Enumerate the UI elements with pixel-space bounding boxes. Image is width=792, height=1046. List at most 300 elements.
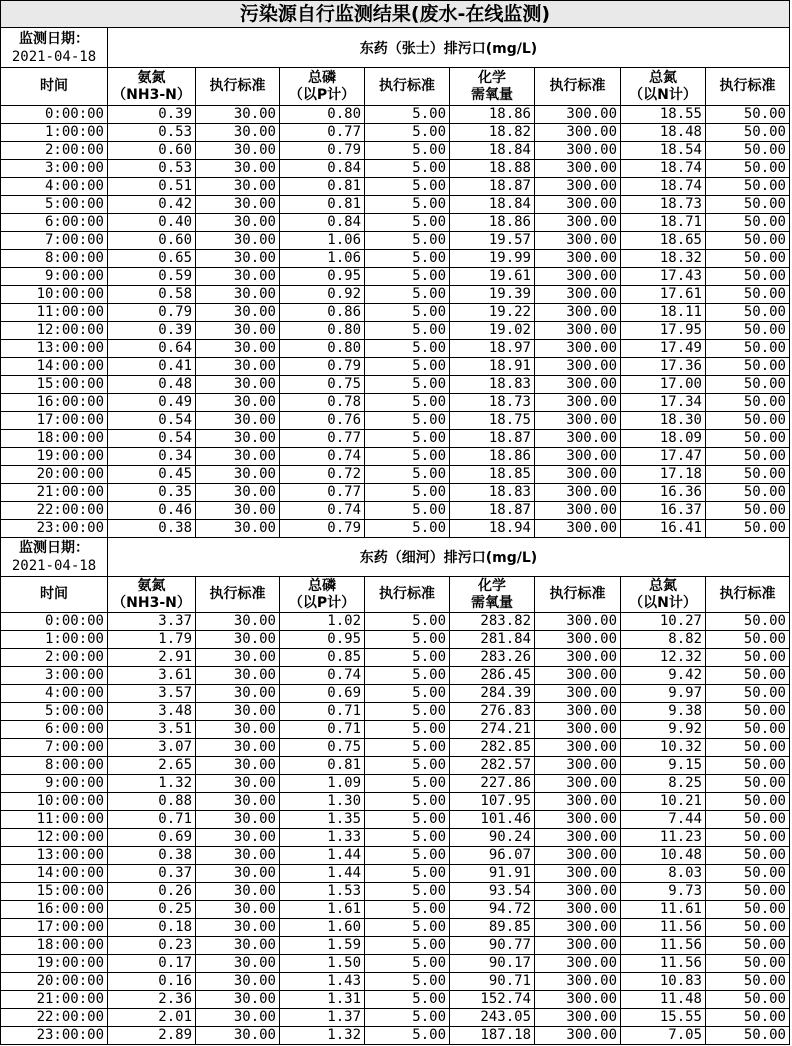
phosphorus-standard-cell: 5.00 [365,991,450,1009]
cod-cell: 19.57 [450,232,535,250]
total-phosphorus-cell: 1.30 [280,793,365,811]
cod-standard-cell: 300.00 [535,721,621,739]
table-row [1,466,790,484]
table-row [1,793,790,811]
time-cell: 17:00:00 [1,412,108,430]
phosphorus-standard-cell: 5.00 [365,322,450,340]
cod-cell: 90.24 [450,829,535,847]
phosphorus-standard-cell: 5.00 [365,466,450,484]
ammonia-nitrogen-cell: 0.39 [108,106,196,124]
table-row [1,484,790,502]
cod-cell: 18.83 [450,376,535,394]
total-nitrogen-cell: 11.61 [621,901,706,919]
ammonia-standard-cell: 30.00 [196,142,280,160]
time-cell: 3:00:00 [1,160,108,178]
cod-cell: 283.26 [450,649,535,667]
total-phosphorus-cell: 0.92 [280,286,365,304]
header-label: 时间 [40,586,68,602]
total-phosphorus-cell: 0.69 [280,685,365,703]
total-nitrogen-cell: 18.71 [621,214,706,232]
table-row [1,376,790,394]
total-nitrogen-cell: 17.49 [621,340,706,358]
ammonia-nitrogen-cell: 0.38 [108,520,196,538]
time-cell: 7:00:00 [1,232,108,250]
total-phosphorus-cell: 1.06 [280,232,365,250]
ammonia-nitrogen-cell: 3.37 [108,613,196,631]
ammonia-nitrogen-cell: 0.42 [108,196,196,214]
nitrogen-standard-cell: 50.00 [706,448,790,466]
cod-standard-cell: 300.00 [535,304,621,322]
header-label: 化学 [478,69,506,86]
ammonia-standard-cell: 30.00 [196,883,280,901]
total-nitrogen-cell: 18.54 [621,142,706,160]
cod-cell: 18.91 [450,358,535,376]
table-row [1,919,790,937]
phosphorus-standard-cell: 5.00 [365,1009,450,1027]
monitoring-date-label: 监测日期： [19,540,89,556]
time-cell: 15:00:00 [1,883,108,901]
ammonia-standard-cell: 30.00 [196,160,280,178]
ammonia-nitrogen-cell: 3.57 [108,685,196,703]
cod-cell: 18.87 [450,430,535,448]
phosphorus-standard-cell: 5.00 [365,304,450,322]
cod-cell: 89.85 [450,919,535,937]
cod-standard-cell: 300.00 [535,703,621,721]
ammonia-standard-cell: 30.00 [196,937,280,955]
time-cell: 23:00:00 [1,520,108,538]
time-cell: 16:00:00 [1,394,108,412]
ammonia-standard-cell: 30.00 [196,502,280,520]
header-sublabel: （以P计） [288,86,356,103]
time-cell: 14:00:00 [1,865,108,883]
table-row [1,304,790,322]
ammonia-nitrogen-cell: 0.46 [108,502,196,520]
total-phosphorus-cell: 0.80 [280,322,365,340]
ammonia-standard-cell: 30.00 [196,178,280,196]
time-cell: 22:00:00 [1,1009,108,1027]
table-row [1,973,790,991]
ammonia-nitrogen-cell: 2.65 [108,757,196,775]
nitrogen-standard-cell: 50.00 [706,811,790,829]
ammonia-standard-cell: 30.00 [196,250,280,268]
ammonia-nitrogen-cell: 0.40 [108,214,196,232]
table-row [1,883,790,901]
column-header [1,68,790,106]
ammonia-nitrogen-cell: 0.65 [108,250,196,268]
total-phosphorus-cell: 1.59 [280,937,365,955]
header-sublabel: （以P计） [288,594,356,611]
table-row [1,757,790,775]
cod-cell: 18.73 [450,394,535,412]
cod-cell: 90.77 [450,937,535,955]
cod-cell: 18.86 [450,214,535,232]
ammonia-standard-cell: 30.00 [196,973,280,991]
total-nitrogen-cell: 8.82 [621,631,706,649]
phosphorus-standard-cell: 5.00 [365,847,450,865]
phosphorus-standard-cell: 5.00 [365,178,450,196]
header-cod [450,577,535,613]
total-phosphorus-cell: 1.60 [280,919,365,937]
cod-cell: 18.75 [450,412,535,430]
phosphorus-standard-cell: 5.00 [365,232,450,250]
total-phosphorus-cell: 0.79 [280,358,365,376]
nitrogen-standard-cell: 50.00 [706,991,790,1009]
total-nitrogen-cell: 17.00 [621,376,706,394]
cod-standard-cell: 300.00 [535,286,621,304]
total-phosphorus-cell: 1.44 [280,847,365,865]
header-total-nitrogen [621,577,706,613]
total-phosphorus-cell: 1.44 [280,865,365,883]
table-row [1,739,790,757]
cod-standard-cell: 300.00 [535,430,621,448]
total-phosphorus-cell: 0.74 [280,667,365,685]
total-nitrogen-cell: 18.55 [621,106,706,124]
ammonia-nitrogen-cell: 0.69 [108,829,196,847]
header-total-phosphorus [280,68,365,106]
total-nitrogen-cell: 18.74 [621,178,706,196]
table-row [1,955,790,973]
cod-cell: 96.07 [450,847,535,865]
ammonia-standard-cell: 30.00 [196,448,280,466]
total-phosphorus-cell: 0.71 [280,703,365,721]
time-cell: 12:00:00 [1,322,108,340]
nitrogen-standard-cell: 50.00 [706,286,790,304]
total-phosphorus-cell: 1.37 [280,1009,365,1027]
phosphorus-standard-cell: 5.00 [365,721,450,739]
section-meta-row [1,28,790,68]
table-row [1,901,790,919]
phosphorus-standard-cell: 5.00 [365,502,450,520]
total-phosphorus-cell: 1.02 [280,613,365,631]
table-row [1,196,790,214]
cod-cell: 281.84 [450,631,535,649]
total-nitrogen-cell: 7.05 [621,1027,706,1045]
ammonia-nitrogen-cell: 0.60 [108,142,196,160]
outlet-name: 东药（细河）排污口(mg/L) [108,538,790,577]
total-phosphorus-cell: 1.32 [280,1027,365,1045]
header-ammonia-nitrogen [108,577,196,613]
nitrogen-standard-cell: 50.00 [706,667,790,685]
nitrogen-standard-cell: 50.00 [706,973,790,991]
table-row [1,721,790,739]
time-cell: 4:00:00 [1,178,108,196]
table-row [1,1027,790,1045]
time-cell: 0:00:00 [1,106,108,124]
cod-cell: 94.72 [450,901,535,919]
time-cell: 0:00:00 [1,613,108,631]
header-label: 执行标准 [379,78,435,94]
total-phosphorus-cell: 0.95 [280,268,365,286]
ammonia-standard-cell: 30.00 [196,124,280,142]
total-nitrogen-cell: 18.09 [621,430,706,448]
cod-standard-cell: 300.00 [535,160,621,178]
header-label: 氨氮 [137,577,166,594]
nitrogen-standard-cell: 50.00 [706,358,790,376]
cod-cell: 18.84 [450,196,535,214]
total-phosphorus-cell: 0.75 [280,739,365,757]
total-phosphorus-cell: 0.77 [280,430,365,448]
total-phosphorus-cell: 1.33 [280,829,365,847]
cod-standard-cell: 300.00 [535,412,621,430]
total-phosphorus-cell: 0.85 [280,649,365,667]
nitrogen-standard-cell: 50.00 [706,829,790,847]
cod-standard-cell: 300.00 [535,649,621,667]
total-phosphorus-cell: 0.81 [280,757,365,775]
ammonia-standard-cell: 30.00 [196,412,280,430]
phosphorus-standard-cell: 5.00 [365,829,450,847]
cod-standard-cell: 300.00 [535,739,621,757]
ammonia-nitrogen-cell: 0.18 [108,919,196,937]
total-nitrogen-cell: 10.48 [621,847,706,865]
phosphorus-standard-cell: 5.00 [365,106,450,124]
total-nitrogen-cell: 16.36 [621,484,706,502]
table-row [1,520,790,538]
cod-standard-cell: 300.00 [535,268,621,286]
phosphorus-standard-cell: 5.00 [365,160,450,178]
total-nitrogen-cell: 17.34 [621,394,706,412]
header-label: 执行标准 [549,586,606,602]
ammonia-standard-cell: 30.00 [196,865,280,883]
nitrogen-standard-cell: 50.00 [706,268,790,286]
ammonia-standard-cell: 30.00 [196,793,280,811]
table-row [1,430,790,448]
header-phosphorus-standard [365,68,450,106]
ammonia-standard-cell: 30.00 [196,1027,280,1045]
ammonia-standard-cell: 30.00 [196,196,280,214]
ammonia-nitrogen-cell: 0.53 [108,160,196,178]
phosphorus-standard-cell: 5.00 [365,631,450,649]
time-cell: 22:00:00 [1,502,108,520]
nitrogen-standard-cell: 50.00 [706,412,790,430]
ammonia-standard-cell: 30.00 [196,466,280,484]
nitrogen-standard-cell: 50.00 [706,214,790,232]
cod-standard-cell: 300.00 [535,250,621,268]
cod-standard-cell: 300.00 [535,811,621,829]
table-row [1,214,790,232]
table-row [1,250,790,268]
phosphorus-standard-cell: 5.00 [365,340,450,358]
ammonia-standard-cell: 30.00 [196,685,280,703]
cod-cell: 282.57 [450,757,535,775]
header-label: 执行标准 [209,78,266,94]
time-cell: 18:00:00 [1,937,108,955]
total-phosphorus-cell: 0.84 [280,160,365,178]
phosphorus-standard-cell: 5.00 [365,901,450,919]
cod-cell: 18.87 [450,502,535,520]
total-nitrogen-cell: 17.47 [621,448,706,466]
cod-cell: 18.86 [450,106,535,124]
ammonia-nitrogen-cell: 2.91 [108,649,196,667]
total-phosphorus-cell: 1.06 [280,250,365,268]
cod-cell: 187.18 [450,1027,535,1045]
outlet-section [1,538,790,1045]
nitrogen-standard-cell: 50.00 [706,196,790,214]
table-row [1,937,790,955]
cod-cell: 18.88 [450,160,535,178]
cod-standard-cell: 300.00 [535,106,621,124]
cod-cell: 18.86 [450,448,535,466]
cod-cell: 90.17 [450,955,535,973]
ammonia-nitrogen-cell: 1.32 [108,775,196,793]
cod-standard-cell: 300.00 [535,937,621,955]
table-row [1,286,790,304]
cod-cell: 227.86 [450,775,535,793]
cod-standard-cell: 300.00 [535,631,621,649]
ammonia-standard-cell: 30.00 [196,106,280,124]
cod-standard-cell: 300.00 [535,466,621,484]
header-nitrogen-standard [706,68,790,106]
table-row [1,775,790,793]
time-cell: 2:00:00 [1,142,108,160]
column-header-row [1,577,790,613]
time-cell: 21:00:00 [1,991,108,1009]
header-label: 总磷 [308,69,336,86]
total-nitrogen-cell: 17.18 [621,466,706,484]
time-cell: 23:00:00 [1,1027,108,1045]
total-nitrogen-cell: 18.30 [621,412,706,430]
time-cell: 12:00:00 [1,829,108,847]
table-row [1,124,790,142]
header-label: 执行标准 [719,586,776,602]
table-row [1,358,790,376]
nitrogen-standard-cell: 50.00 [706,160,790,178]
header-total-nitrogen [621,68,706,106]
header-time [1,577,108,613]
phosphorus-standard-cell: 5.00 [365,448,450,466]
cod-cell: 18.83 [450,484,535,502]
phosphorus-standard-cell: 5.00 [365,973,450,991]
table-row [1,412,790,430]
ammonia-nitrogen-cell: 0.26 [108,883,196,901]
total-phosphorus-cell: 0.79 [280,520,365,538]
nitrogen-standard-cell: 50.00 [706,703,790,721]
table-row [1,649,790,667]
cod-standard-cell: 300.00 [535,502,621,520]
phosphorus-standard-cell: 5.00 [365,739,450,757]
cod-standard-cell: 300.00 [535,358,621,376]
header-sublabel: （NH3-N） [112,86,191,103]
total-nitrogen-cell: 7.44 [621,811,706,829]
cod-cell: 282.85 [450,739,535,757]
nitrogen-standard-cell: 50.00 [706,1009,790,1027]
header-nitrogen-standard [706,577,790,613]
cod-cell: 286.45 [450,667,535,685]
ammonia-standard-cell: 30.00 [196,340,280,358]
nitrogen-standard-cell: 50.00 [706,142,790,160]
cod-standard-cell: 300.00 [535,685,621,703]
table-row [1,631,790,649]
ammonia-nitrogen-cell: 0.38 [108,847,196,865]
phosphorus-standard-cell: 5.00 [365,811,450,829]
nitrogen-standard-cell: 50.00 [706,847,790,865]
cod-cell: 284.39 [450,685,535,703]
total-nitrogen-cell: 9.92 [621,721,706,739]
nitrogen-standard-cell: 50.00 [706,340,790,358]
phosphorus-standard-cell: 5.00 [365,358,450,376]
ammonia-standard-cell: 30.00 [196,484,280,502]
cod-cell: 19.99 [450,250,535,268]
nitrogen-standard-cell: 50.00 [706,466,790,484]
time-cell: 3:00:00 [1,667,108,685]
cod-cell: 101.46 [450,811,535,829]
phosphorus-standard-cell: 5.00 [365,955,450,973]
phosphorus-standard-cell: 5.00 [365,613,450,631]
header-ammonia-standard [196,577,280,613]
total-nitrogen-cell: 17.43 [621,268,706,286]
table-row [1,613,790,631]
time-cell: 6:00:00 [1,214,108,232]
total-nitrogen-cell: 11.56 [621,955,706,973]
time-cell: 5:00:00 [1,196,108,214]
header-label: 执行标准 [549,78,606,94]
time-cell: 11:00:00 [1,811,108,829]
ammonia-nitrogen-cell: 3.07 [108,739,196,757]
ammonia-standard-cell: 30.00 [196,649,280,667]
cod-cell: 18.97 [450,340,535,358]
cod-cell: 18.94 [450,520,535,538]
table-row [1,847,790,865]
header-sublabel: 需氧量 [471,594,513,611]
header-label: 化学 [478,577,506,594]
nitrogen-standard-cell: 50.00 [706,232,790,250]
cod-standard-cell: 300.00 [535,883,621,901]
header-label: 时间 [40,78,68,94]
ammonia-standard-cell: 30.00 [196,430,280,448]
ammonia-nitrogen-cell: 0.58 [108,286,196,304]
total-phosphorus-cell: 0.72 [280,466,365,484]
total-phosphorus-cell: 1.31 [280,991,365,1009]
nitrogen-standard-cell: 50.00 [706,376,790,394]
total-nitrogen-cell: 18.11 [621,304,706,322]
ammonia-nitrogen-cell: 2.89 [108,1027,196,1045]
cod-cell: 90.71 [450,973,535,991]
monitoring-date: 2021-04-18 [11,558,97,574]
header-sublabel: （以N计） [629,86,697,103]
ammonia-nitrogen-cell: 0.51 [108,178,196,196]
nitrogen-standard-cell: 50.00 [706,739,790,757]
time-cell: 9:00:00 [1,268,108,286]
cod-standard-cell: 300.00 [535,232,621,250]
time-cell: 11:00:00 [1,304,108,322]
total-phosphorus-cell: 0.75 [280,376,365,394]
total-phosphorus-cell: 0.80 [280,340,365,358]
table-row [1,991,790,1009]
ammonia-nitrogen-cell: 0.64 [108,340,196,358]
header-label: 总磷 [308,577,336,594]
phosphorus-standard-cell: 5.00 [365,703,450,721]
ammonia-standard-cell: 30.00 [196,703,280,721]
ammonia-nitrogen-cell: 3.48 [108,703,196,721]
data-rows [1,106,790,538]
total-phosphorus-cell: 0.84 [280,214,365,232]
header-sublabel: （NH3-N） [112,594,191,611]
cod-standard-cell: 300.00 [535,613,621,631]
ammonia-standard-cell: 30.00 [196,811,280,829]
cod-cell: 19.02 [450,322,535,340]
ammonia-nitrogen-cell: 0.48 [108,376,196,394]
header-label: 总氮 [649,577,677,594]
nitrogen-standard-cell: 50.00 [706,631,790,649]
cod-standard-cell: 300.00 [535,394,621,412]
total-nitrogen-cell: 15.55 [621,1009,706,1027]
cod-standard-cell: 300.00 [535,901,621,919]
cod-cell: 18.87 [450,178,535,196]
outlet-section [1,28,790,538]
cod-cell: 274.21 [450,721,535,739]
ammonia-nitrogen-cell: 0.45 [108,466,196,484]
cod-standard-cell: 300.00 [535,973,621,991]
phosphorus-standard-cell: 5.00 [365,520,450,538]
